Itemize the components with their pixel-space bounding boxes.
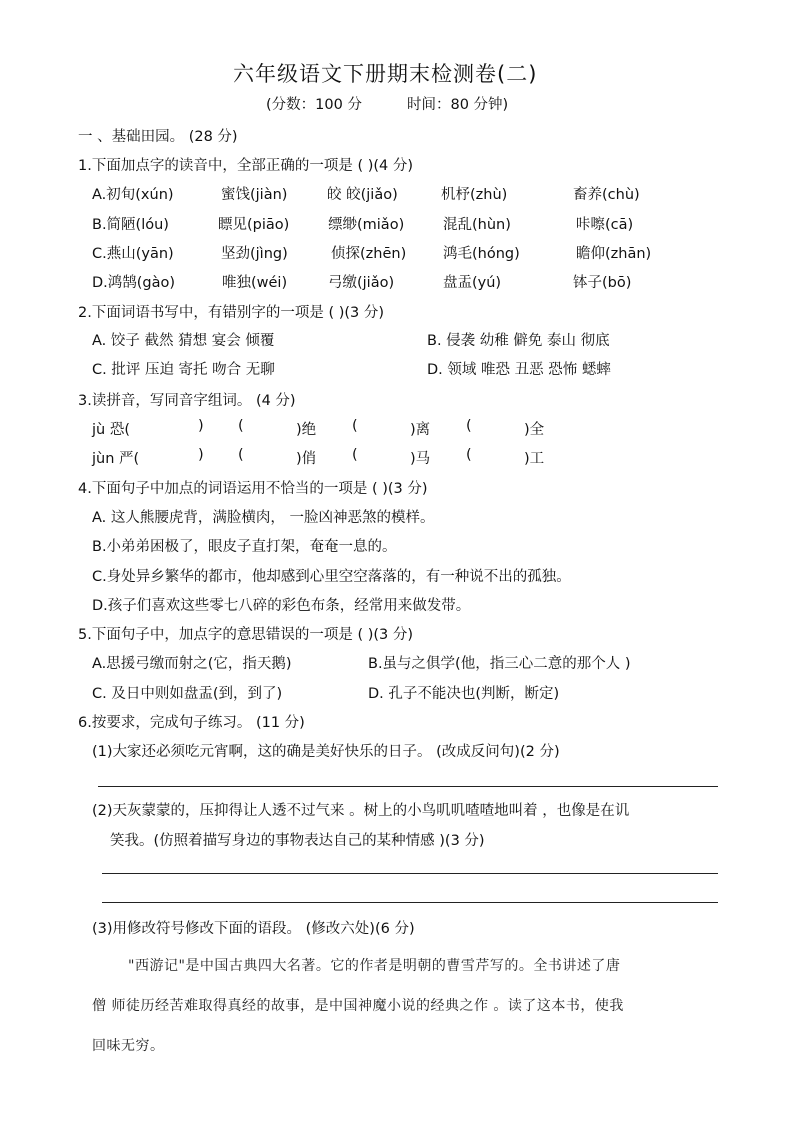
q1-option: 唯独(wéi) bbox=[222, 275, 288, 291]
page-title: 六年级语文下册期末检测卷(二) bbox=[233, 62, 538, 86]
q6-part3: (3)用修改符号修改下面的语段。 (修改六处)(6 分) bbox=[92, 921, 415, 937]
q5-option-b: B.虽与之俱学(他，指三心二意的那个人 ) bbox=[368, 656, 631, 672]
q3-row2-pinyin: jùn 严( bbox=[92, 451, 140, 467]
q1-option: A.初旬(xún) bbox=[92, 187, 174, 203]
q6-part1: (1)大家还必须吃元宵啊，这的确是美好快乐的日子。 (改成反问句)(2 分) bbox=[92, 744, 560, 760]
q1-option: 弓缴(jiǎo) bbox=[328, 275, 395, 291]
q3-blank: ( bbox=[238, 447, 244, 463]
q1-option: C.燕山(yān) bbox=[92, 246, 174, 262]
q6-part2-line2: 笑我。(仿照着描写身边的事物表达自己的某种情感 )(3 分) bbox=[110, 833, 485, 849]
q1-option: 盘盂(yú) bbox=[443, 275, 502, 291]
q1-option: 混乱(hùn) bbox=[443, 217, 511, 233]
edit-paragraph-line1: "西游记"是中国古典四大名著。它的作者是明朝的曹雪芹写的。全书讲述了唐 bbox=[128, 958, 621, 974]
q5-option-a: A.思援弓缴而射之(它，指天鹅) bbox=[92, 656, 292, 672]
answer-line bbox=[98, 786, 718, 787]
answer-line bbox=[102, 902, 718, 903]
q6-part2-line1: (2)天灰蒙蒙的，压抑得让人透不过气来 。树上的小鸟叽叽喳喳地叫着 ，也像是在讥 bbox=[92, 803, 630, 819]
section-heading: 一 、基础田园。 (28 分) bbox=[78, 129, 238, 145]
q3-row1-pinyin: jù 恐( bbox=[92, 422, 130, 438]
q2-option-c: C. 批评 压迫 寄托 吻合 无聊 bbox=[92, 362, 275, 378]
q1-option: 钵子(bō) bbox=[573, 275, 632, 291]
edit-paragraph-line3: 回味无穷。 bbox=[92, 1038, 165, 1054]
q4-option-d: D.孩子们喜欢这些零七八碎的彩色布条，经常用来做发带。 bbox=[92, 598, 471, 614]
q4-option-c: C.身处异乡繁华的都市，他却感到心里空空落落的，有一种说不出的孤独。 bbox=[92, 569, 571, 585]
q3-blank: ( bbox=[466, 447, 472, 463]
q1-option: 侦探(zhēn) bbox=[331, 246, 407, 262]
q1-option: D.鸿鹄(gào) bbox=[92, 275, 176, 291]
question-3-stem: 3.读拼音，写同音字组词。 (4 分) bbox=[78, 393, 296, 409]
q3-blank: )俏 bbox=[296, 451, 317, 467]
time-info: 时间：80 分钟) bbox=[407, 97, 509, 113]
q3-blank: )绝 bbox=[296, 422, 317, 438]
question-5-stem: 5.下面句子中，加点字的意思错误的一项是 ( )(3 分) bbox=[78, 627, 414, 643]
q5-option-c: C. 及日中则如盘盂(到，到了) bbox=[92, 686, 283, 702]
edit-paragraph-line2: 僧 师徒历经苦难取得真经的故事，是中国神魔小说的经典之作 。读了这本书，使我 bbox=[92, 998, 624, 1014]
q4-option-b: B.小弟弟困极了，眼皮子直打架，奄奄一息的。 bbox=[92, 539, 397, 555]
q2-option-a: A. 饺子 截然 猜想 宴会 倾覆 bbox=[92, 333, 275, 349]
question-6-stem: 6.按要求，完成句子练习。 (11 分) bbox=[78, 715, 305, 731]
question-4-stem: 4.下面句子中加点的词语运用不恰当的一项是 ( )(3 分) bbox=[78, 481, 428, 497]
q1-option: 瞟见(piāo) bbox=[218, 217, 290, 233]
q1-option: 皎 皎(jiǎo) bbox=[327, 187, 398, 203]
q1-option: 咔嚓(cā) bbox=[576, 217, 634, 233]
q3-blank: ) bbox=[198, 418, 204, 434]
q1-option: 鸿毛(hóng) bbox=[443, 246, 520, 262]
q1-option: B.简陋(lóu) bbox=[92, 217, 169, 233]
q3-blank: )马 bbox=[410, 451, 431, 467]
q5-option-d: D. 孔子不能决也(判断，断定) bbox=[368, 686, 560, 702]
q3-blank: )离 bbox=[410, 422, 431, 438]
answer-line bbox=[102, 873, 718, 874]
q1-option: 畜养(chù) bbox=[573, 187, 640, 203]
q2-option-b: B. 侵袭 幼稚 僻免 泰山 彻底 bbox=[427, 333, 610, 349]
q1-option: 机杼(zhù) bbox=[441, 187, 508, 203]
q3-blank: )工 bbox=[524, 451, 545, 467]
q1-option: 坚劲(jìng) bbox=[221, 246, 288, 262]
q1-option: 缥缈(miǎo) bbox=[328, 217, 405, 233]
q1-option: 瞻仰(zhān) bbox=[576, 246, 652, 262]
question-2-stem: 2.下面词语书写中，有错别字的一项是 ( )(3 分) bbox=[78, 305, 385, 321]
question-1-stem: 1.下面加点字的读音中，全部正确的一项是 ( )(4 分) bbox=[78, 158, 414, 174]
q1-option: 蜜饯(jiàn) bbox=[221, 187, 288, 203]
q3-blank: ( bbox=[352, 447, 358, 463]
q2-option-d: D. 领域 唯恐 丑恶 恐怖 蟋蟀 bbox=[427, 362, 611, 378]
q3-blank: ( bbox=[466, 418, 472, 434]
q3-blank: ) bbox=[198, 447, 204, 463]
q3-blank: ( bbox=[352, 418, 358, 434]
q4-option-a: A. 这人熊腰虎背，满脸横肉， 一脸凶神恶煞的模样。 bbox=[92, 510, 435, 526]
score-info: (分数：100 分 bbox=[266, 97, 362, 113]
q3-blank: )全 bbox=[524, 422, 545, 438]
q3-blank: ( bbox=[238, 418, 244, 434]
